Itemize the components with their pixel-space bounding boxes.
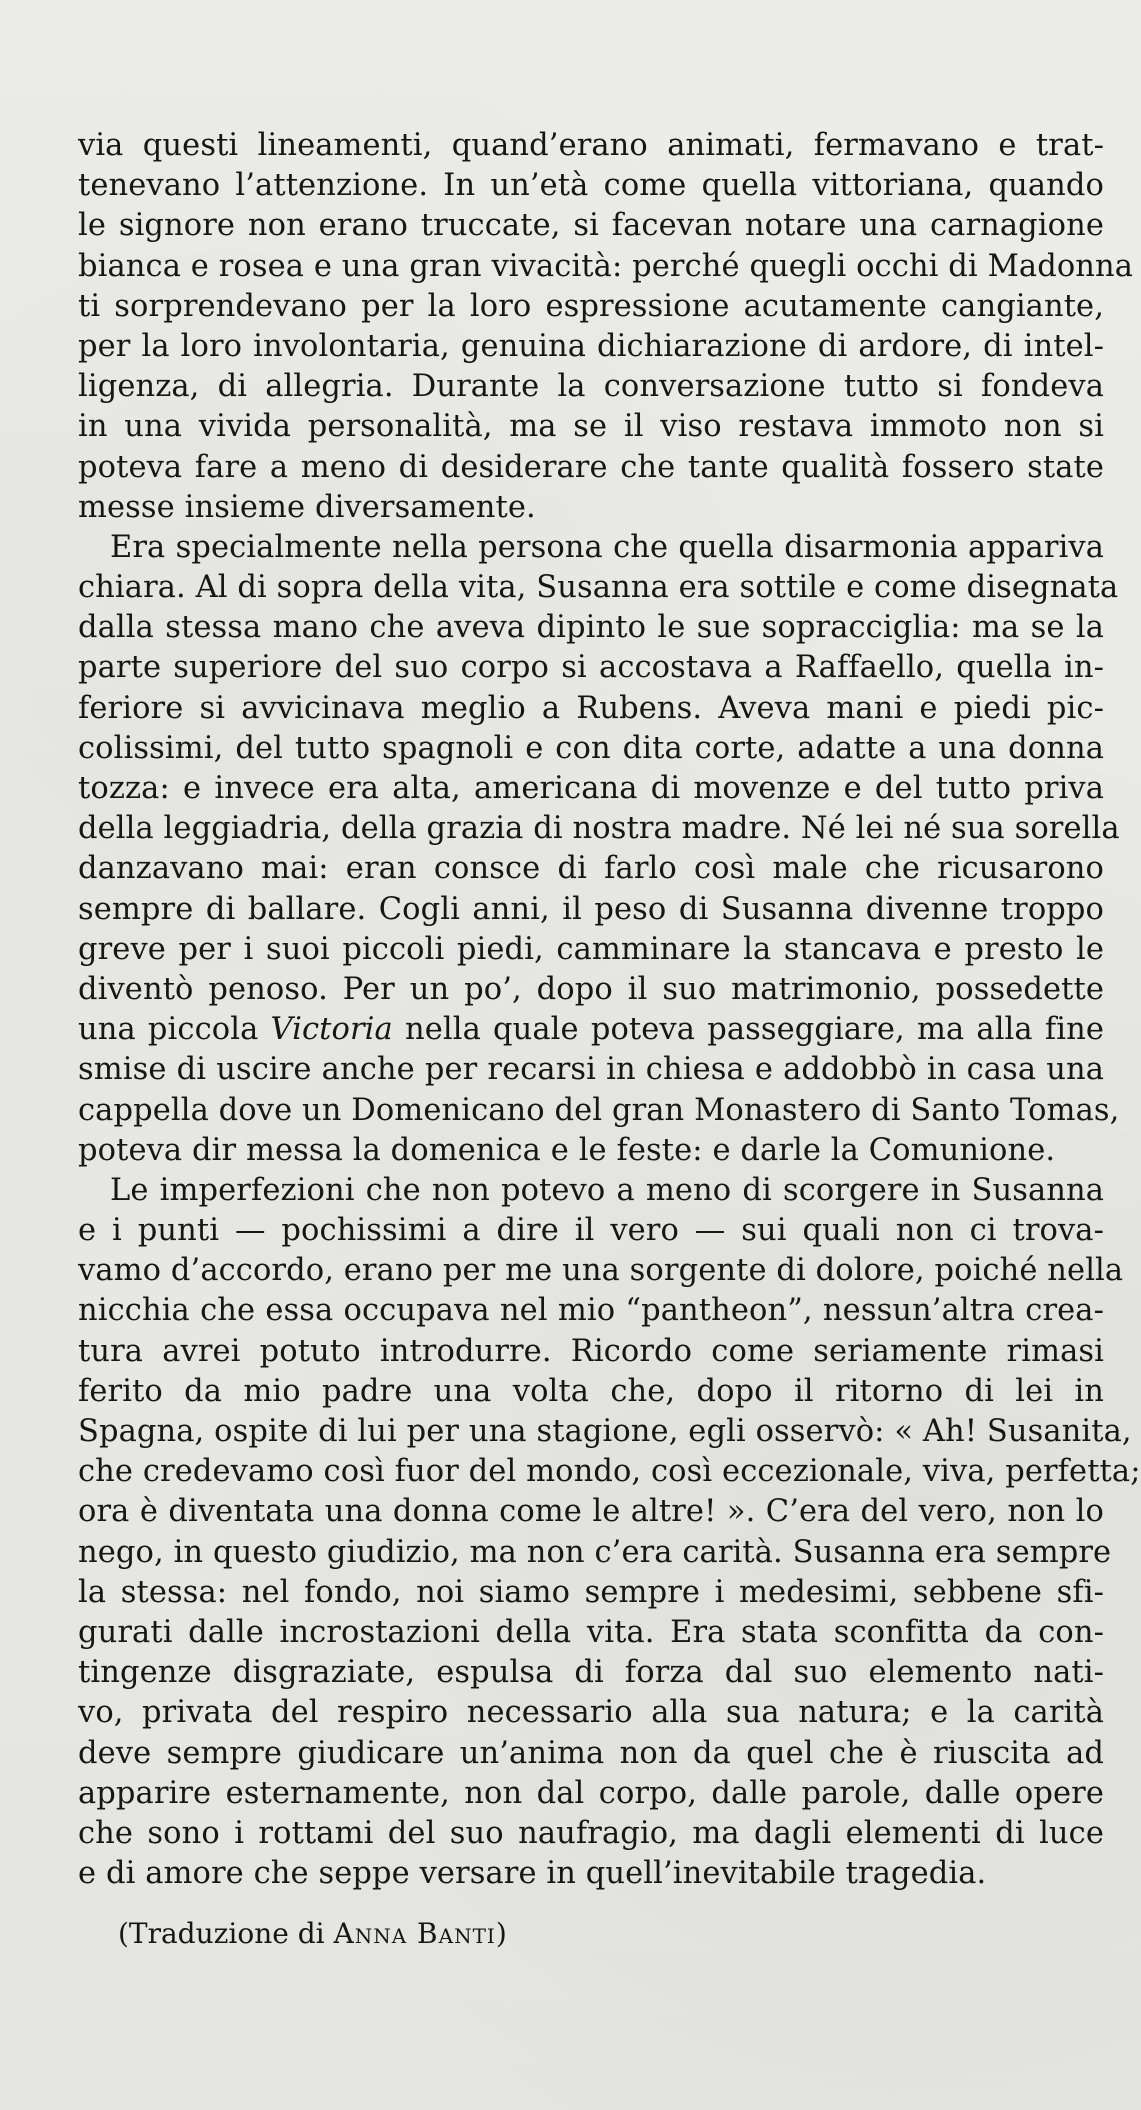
translator-name: Anna Banti: [333, 1917, 496, 1951]
text-line: tenevano l’attenzione. In un’età come quella vittoriana, quando: [78, 168, 1104, 204]
text-line: tingenze disgraziate, espulsa di forza dal suo elemento nati-: [78, 1655, 1104, 1691]
text-line: messe insieme diversamente.: [78, 489, 536, 525]
paragraph-2: [78, 528, 1120, 1171]
text-line: danzavano mai: eran consce di farlo così male che ricusarono: [78, 851, 1104, 887]
translation-credit: [78, 1916, 1104, 1952]
text-line: parte superiore del suo corpo si accostava a Raffaello, quella in-: [78, 650, 1104, 686]
paragraph-3: [78, 1171, 1141, 1894]
text-line: per la loro involontaria, genuina dichiarazione di ardore, di intel-: [78, 328, 1104, 364]
text-line: Spagna, ospite di lui per una stagione, egli osservò: « Ah! Susanita,: [78, 1414, 1132, 1449]
text-line: deve sempre giudicare un’anima non da quel che è riuscita ad: [78, 1735, 1104, 1771]
text-line: apparire esternamente, non dal corpo, dalle parole, dalle opere: [78, 1775, 1104, 1811]
text-line: ligenza, di allegria. Durante la conversazione tutto si fondeva: [78, 369, 1104, 405]
text-line: ferito da mio padre una volta che, dopo il ritorno di lei in: [78, 1373, 1104, 1409]
text-line: una piccola Victoria nella quale poteva passeggiare, ma alla fine: [78, 1012, 1104, 1048]
text-line: Le imperfezioni che non potevo a meno di scorgere in Susanna: [110, 1172, 1104, 1208]
text-line: ti sorprendevano per la loro espressione acutamente cangiante,: [78, 288, 1104, 324]
text-line: bianca e rosea e una gran vivacità: perché quegli occhi di Madonna: [78, 248, 1134, 284]
text-line: via questi lineamenti, quand’erano animati, fermavano e trat-: [78, 128, 1104, 163]
text-line: greve per i suoi piccoli piedi, camminare la stancava e presto le: [78, 931, 1104, 967]
text-line: che credevamo così fuor del mondo, così eccezionale, viva, perfetta;: [78, 1454, 1141, 1490]
text-line: smise di uscire anche per recarsi in chiesa e addobbò in casa una: [78, 1052, 1104, 1088]
text-line: e di amore che seppe versare in quell’inevitabile tragedia.: [78, 1856, 987, 1892]
text-line: chiara. Al di sopra della vita, Susanna era sottile e come disegnata: [78, 570, 1119, 606]
text-line: dalla stessa mano che aveva dipinto le sue sopracciglia: ma se la: [78, 610, 1104, 646]
text-line: vamo d’accordo, erano per me una sorgente di dolore, poiché nella: [78, 1253, 1124, 1289]
text-line: vo, privata del respiro necessario alla sua natura; e la carità: [78, 1695, 1104, 1731]
text-line: colissimi, del tutto spagnoli e con dita corte, adatte a una donna: [78, 730, 1104, 766]
text-line: ora è diventata una donna come le altre! ». C’era del vero, non lo: [78, 1494, 1104, 1530]
text-line: diventò penoso. Per un po’, dopo il suo matrimonio, possedette: [78, 971, 1104, 1007]
text-line: che sono i rottami del suo naufragio, ma dagli elementi di luce: [78, 1815, 1104, 1851]
text-line: della leggiadria, della grazia di nostra madre. Né lei né sua sorella: [78, 811, 1120, 847]
text-line: tura avrei potuto introdurre. Ricordo come seriamente rimasi: [78, 1333, 1104, 1369]
text-line: sempre di ballare. Cogli anni, il peso di Susanna divenne troppo: [78, 891, 1104, 927]
credit-suffix: ): [495, 1917, 507, 1951]
text-line: nicchia che essa occupava nel mio “pantheon”, nessun’altra crea-: [78, 1293, 1104, 1329]
text-line: la stessa: nel fondo, noi siamo sempre i medesimi, sebbene sfi-: [78, 1574, 1104, 1610]
text-line: nego, in questo giudizio, ma non c’era carità. Susanna era sempre: [78, 1534, 1112, 1570]
text-line: feriore si avvicinava meglio a Rubens. Aveva mani e piedi pic-: [78, 690, 1104, 726]
credit-prefix: (Traduzione di: [118, 1917, 334, 1951]
text-line: poteva dir messa la domenica e le feste: e darle la Comunione.: [78, 1132, 1056, 1168]
text-line: Era specialmente nella persona che quella disarmonia appariva: [110, 529, 1104, 565]
text-line: in una vivida personalità, ma se il viso restava immoto non si: [78, 409, 1104, 445]
text-line: le signore non erano truccate, si facevan notare una carnagione: [78, 208, 1104, 244]
text-line: cappella dove un Domenicano del gran Monastero di Santo Tomas,: [78, 1092, 1120, 1128]
text-line: gurati dalle incrostazioni della vita. Era stata sconfitta da con-: [78, 1614, 1104, 1650]
paragraph-1: [78, 126, 1134, 528]
text-line: tozza: e invece era alta, americana di movenze e del tutto priva: [78, 771, 1104, 806]
text-line: poteva fare a meno di desiderare che tante qualità fossero state: [78, 449, 1104, 485]
page-body: [78, 126, 1141, 1952]
text-line: e i punti — pochissimi a dire il vero — sui quali non ci trova-: [78, 1213, 1104, 1249]
